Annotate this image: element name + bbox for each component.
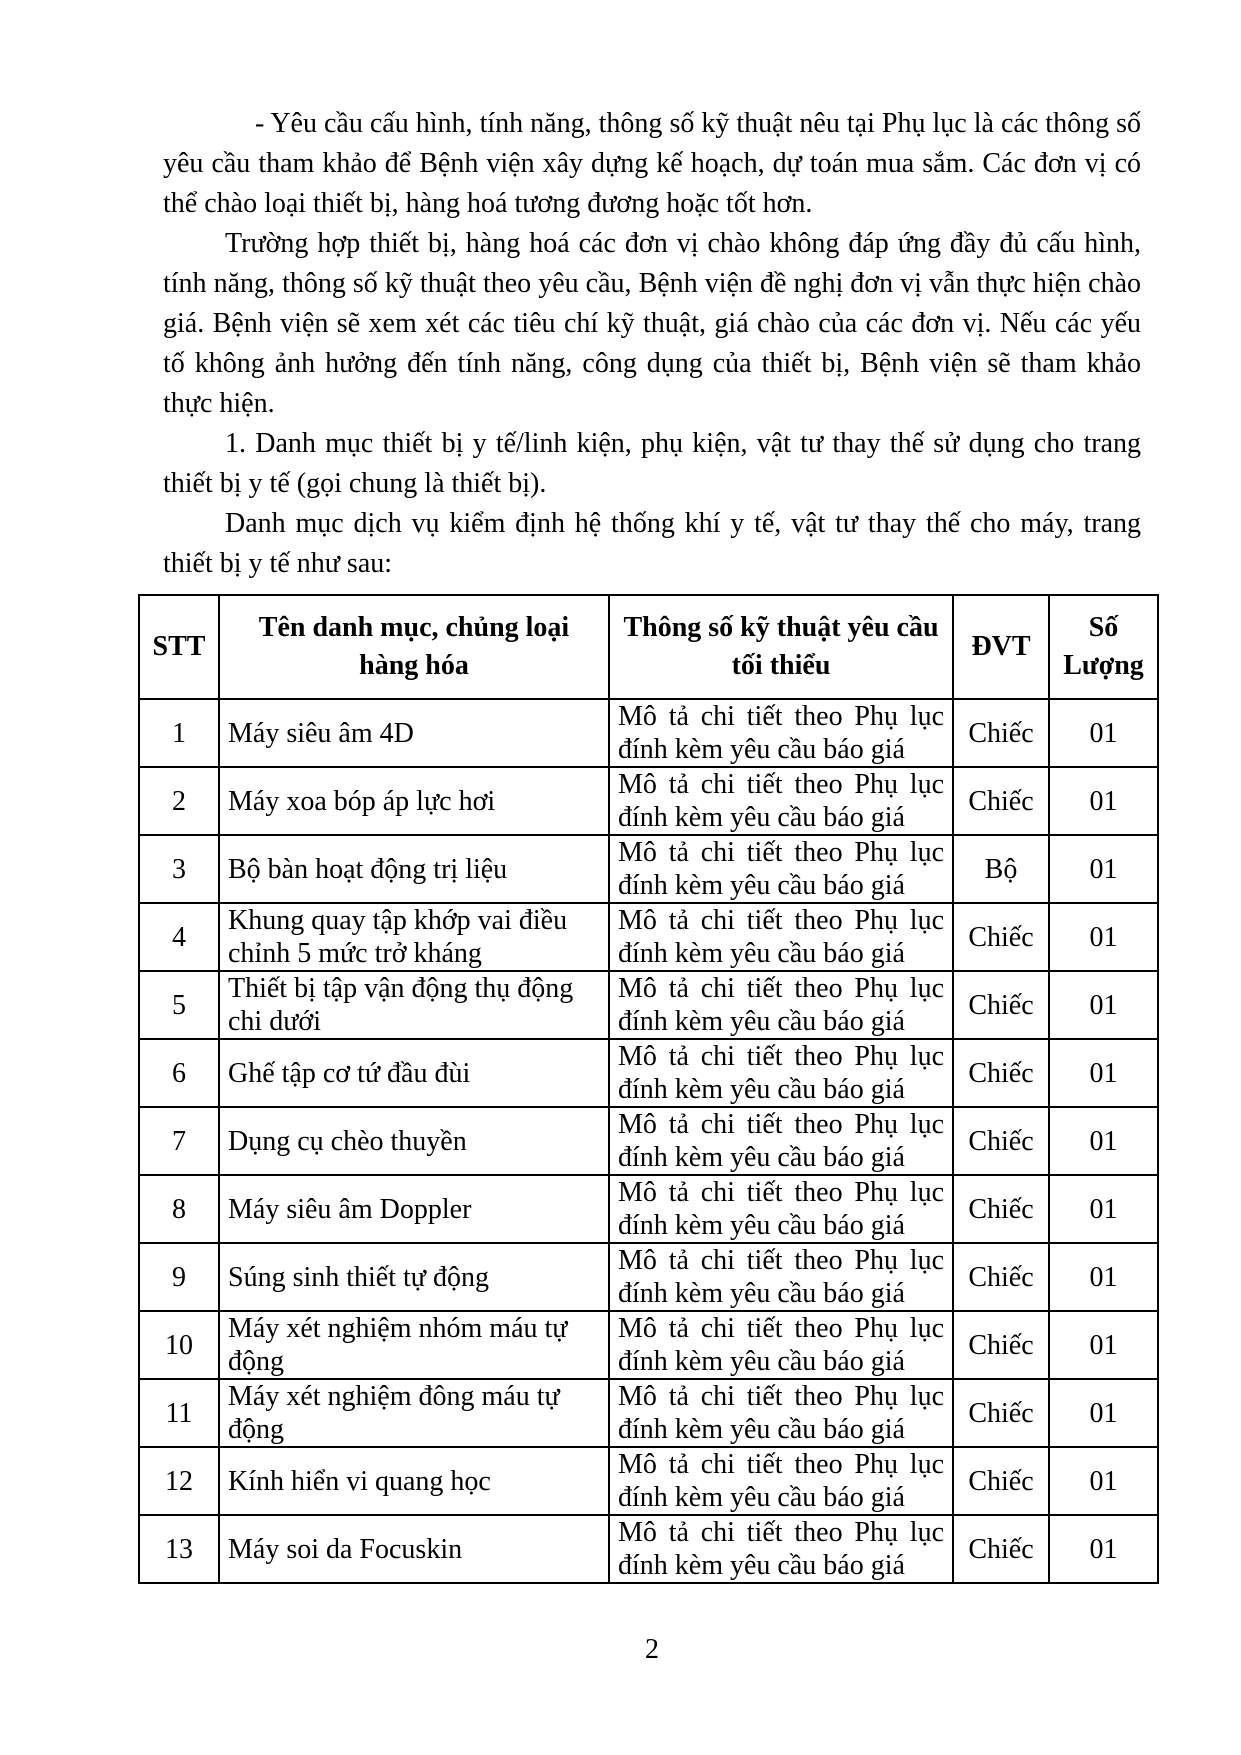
row-stt: 2: [139, 767, 219, 835]
row-unit: Chiếc: [953, 767, 1049, 835]
row-qty: 01: [1049, 971, 1158, 1039]
row-spec: Mô tả chi tiết theo Phụ lục đính kèm yêu cầu báo giá: [609, 1107, 953, 1175]
row-name: Kính hiển vi quang học: [219, 1447, 609, 1515]
row-qty: 01: [1049, 767, 1158, 835]
row-qty: 01: [1049, 1243, 1158, 1311]
col-header-stt: STT: [139, 595, 219, 699]
row-spec: Mô tả chi tiết theo Phụ lục đính kèm yêu cầu báo giá: [609, 699, 953, 767]
row-qty: 01: [1049, 1107, 1158, 1175]
paragraph-quote-policy: Trường hợp thiết bị, hàng hoá các đơn vị chào không đáp ứng đầy đủ cấu hình, tính năng, thông số kỹ thuật theo yêu cầu, Bệnh viện đề nghị đơn vị vẫn thực hiện chào giá. Bệnh viện sẽ xem xét các tiêu chí kỹ thuật, giá chào của các đơn vị. Nếu các yếu tố không ảnh hưởng đến tính năng, công dụng của thiết bị, Bệnh viện sẽ tham khảo thực hiện.: [163, 228, 1141, 419]
row-stt: 9: [139, 1243, 219, 1311]
table-row: [139, 835, 1158, 903]
table-row: [139, 903, 1158, 971]
row-unit: Chiếc: [953, 1311, 1049, 1379]
row-stt: 5: [139, 971, 219, 1039]
row-qty: 01: [1049, 1175, 1158, 1243]
row-stt: 13: [139, 1515, 219, 1583]
row-name: Máy siêu âm 4D: [219, 699, 609, 767]
paragraph-section-1-title: 1. Danh mục thiết bị y tế/linh kiện, phụ kiện, vật tư thay thế sử dụng cho trang thiết bị y tế (gọi chung là thiết bị).: [163, 428, 1141, 499]
table-row: [139, 1311, 1158, 1379]
row-name: Thiết bị tập vận động thụ động chi dưới: [219, 971, 609, 1039]
row-unit: Chiếc: [953, 903, 1049, 971]
table-row: [139, 1243, 1158, 1311]
row-spec: Mô tả chi tiết theo Phụ lục đính kèm yêu cầu báo giá: [609, 1039, 953, 1107]
row-stt: 6: [139, 1039, 219, 1107]
row-qty: 01: [1049, 1311, 1158, 1379]
row-spec: Mô tả chi tiết theo Phụ lục đính kèm yêu cầu báo giá: [609, 1175, 953, 1243]
row-unit: Chiếc: [953, 1243, 1049, 1311]
equipment-table: [138, 594, 1159, 1584]
row-unit: Chiếc: [953, 1175, 1049, 1243]
row-name: Máy soi da Focuskin: [219, 1515, 609, 1583]
row-stt: 11: [139, 1379, 219, 1447]
table-row: [139, 699, 1158, 767]
row-unit: Chiếc: [953, 699, 1049, 767]
row-spec: Mô tả chi tiết theo Phụ lục đính kèm yêu cầu báo giá: [609, 903, 953, 971]
col-header-spec: Thông số kỹ thuật yêu cầu tối thiểu: [609, 595, 953, 699]
col-header-unit: ĐVT: [953, 595, 1049, 699]
row-qty: 01: [1049, 835, 1158, 903]
row-name: Ghế tập cơ tứ đầu đùi: [219, 1039, 609, 1107]
row-name: Máy xét nghiệm nhóm máu tự động: [219, 1311, 609, 1379]
col-header-qty: Số Lượng: [1049, 595, 1158, 699]
row-unit: Chiếc: [953, 1107, 1049, 1175]
row-spec: Mô tả chi tiết theo Phụ lục đính kèm yêu cầu báo giá: [609, 1447, 953, 1515]
row-stt: 12: [139, 1447, 219, 1515]
table-body: [139, 699, 1158, 1583]
table-row: [139, 1447, 1158, 1515]
row-unit: Chiếc: [953, 1039, 1049, 1107]
paragraph-requirements-note: - Yêu cầu cấu hình, tính năng, thông số kỹ thuật nêu tại Phụ lục là các thông số yêu cầu tham khảo để Bệnh viện xây dựng kế hoạch, dự toán mua sắm. Các đơn vị có thể chào loại thiết bị, hàng hoá tương đương hoặc tốt hơn.: [163, 108, 1141, 219]
table-row: [139, 1515, 1158, 1583]
table-row: [139, 1039, 1158, 1107]
row-name: Máy xét nghiệm đông máu tự động: [219, 1379, 609, 1447]
row-spec: Mô tả chi tiết theo Phụ lục đính kèm yêu cầu báo giá: [609, 971, 953, 1039]
row-qty: 01: [1049, 699, 1158, 767]
row-qty: 01: [1049, 1515, 1158, 1583]
row-stt: 4: [139, 903, 219, 971]
row-name: Khung quay tập khớp vai điều chỉnh 5 mức trở kháng: [219, 903, 609, 971]
equipment-table-header: [139, 595, 1158, 699]
row-stt: 3: [139, 835, 219, 903]
row-unit: Chiếc: [953, 971, 1049, 1039]
row-stt: 1: [139, 699, 219, 767]
row-unit: Chiếc: [953, 1515, 1049, 1583]
paragraph-table-intro: Danh mục dịch vụ kiểm định hệ thống khí y tế, vật tư thay thế cho máy, trang thiết bị y tế như sau:: [163, 508, 1141, 579]
row-stt: 7: [139, 1107, 219, 1175]
row-spec: Mô tả chi tiết theo Phụ lục đính kèm yêu cầu báo giá: [609, 1311, 953, 1379]
row-qty: 01: [1049, 1039, 1158, 1107]
row-name: Dụng cụ chèo thuyền: [219, 1107, 609, 1175]
row-qty: 01: [1049, 1447, 1158, 1515]
table-row: [139, 1175, 1158, 1243]
row-spec: Mô tả chi tiết theo Phụ lục đính kèm yêu cầu báo giá: [609, 835, 953, 903]
page-number: 2: [645, 1634, 659, 1665]
row-name: Súng sinh thiết tự động: [219, 1243, 609, 1311]
row-qty: 01: [1049, 903, 1158, 971]
row-spec: Mô tả chi tiết theo Phụ lục đính kèm yêu cầu báo giá: [609, 1379, 953, 1447]
row-spec: Mô tả chi tiết theo Phụ lục đính kèm yêu cầu báo giá: [609, 1243, 953, 1311]
table-row: [139, 767, 1158, 835]
row-unit: Chiếc: [953, 1447, 1049, 1515]
row-spec: Mô tả chi tiết theo Phụ lục đính kèm yêu cầu báo giá: [609, 767, 953, 835]
row-unit: Bộ: [953, 835, 1049, 903]
row-name: Bộ bàn hoạt động trị liệu: [219, 835, 609, 903]
row-name: Máy xoa bóp áp lực hơi: [219, 767, 609, 835]
header-row: [139, 595, 1158, 699]
table-row: [139, 1107, 1158, 1175]
row-unit: Chiếc: [953, 1379, 1049, 1447]
table-row: [139, 1379, 1158, 1447]
row-name: Máy siêu âm Doppler: [219, 1175, 609, 1243]
col-header-name: Tên danh mục, chủng loại hàng hóa: [219, 595, 609, 699]
table-row: [139, 971, 1158, 1039]
row-stt: 8: [139, 1175, 219, 1243]
row-qty: 01: [1049, 1379, 1158, 1447]
row-spec: Mô tả chi tiết theo Phụ lục đính kèm yêu cầu báo giá: [609, 1515, 953, 1583]
row-stt: 10: [139, 1311, 219, 1379]
